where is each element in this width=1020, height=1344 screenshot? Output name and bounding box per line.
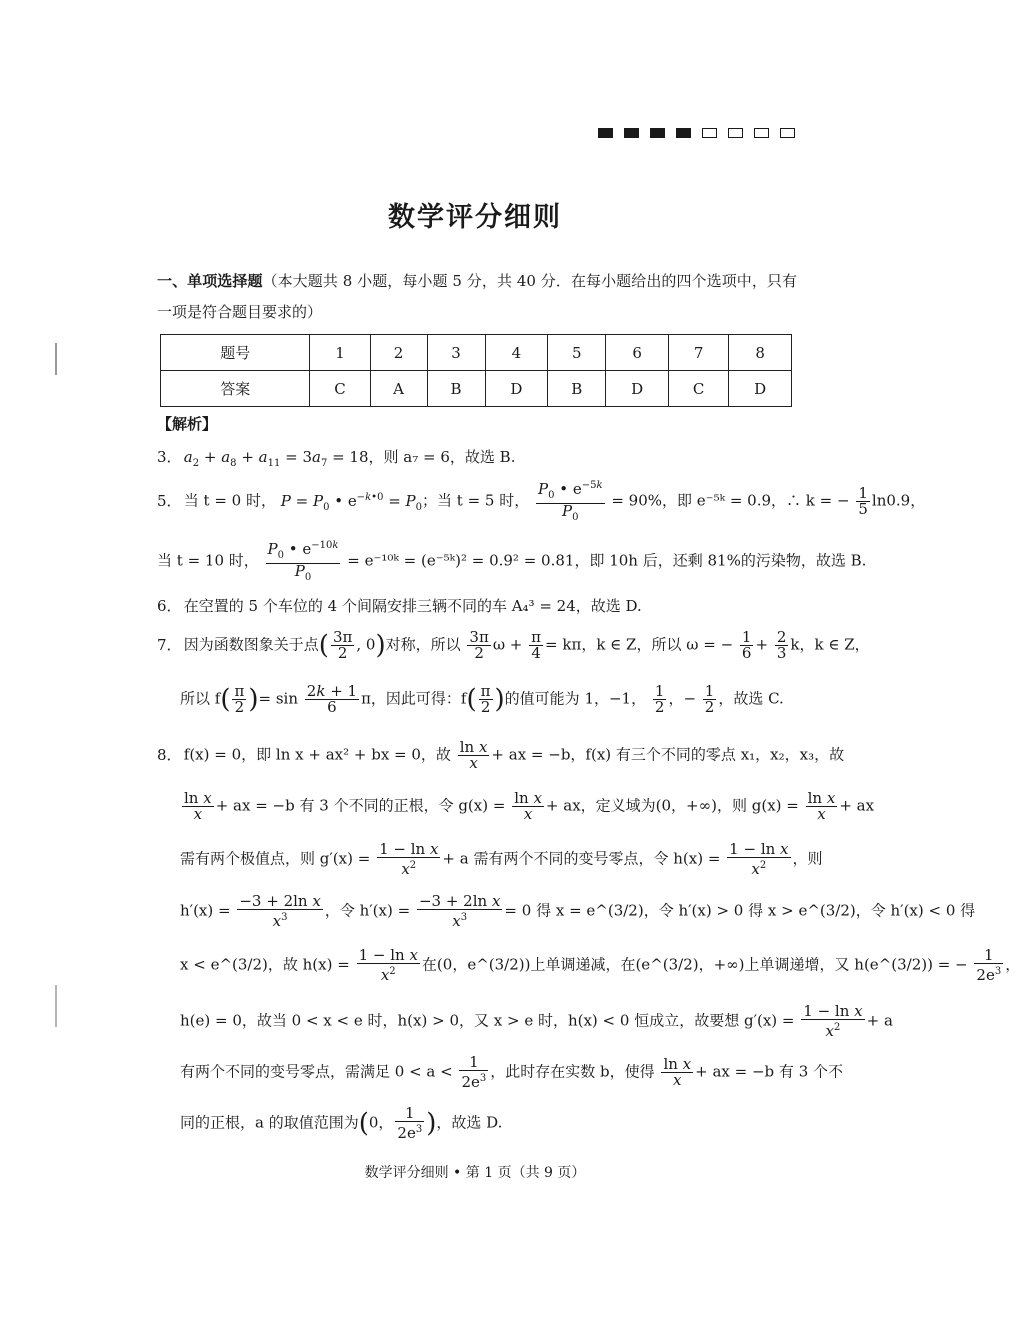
solution-text: ，令 h′(x) = bbox=[324, 901, 411, 920]
solution-text: ，故选 C. bbox=[718, 689, 784, 708]
solution-text: k，k ∈ Z， bbox=[790, 635, 870, 654]
solution-text: 对称，所以 bbox=[385, 635, 461, 654]
page-marker-squares bbox=[598, 128, 795, 138]
solution-6 bbox=[157, 595, 642, 616]
solution-8-line-8: 同的正根，a 的取值范围为(0， $\frac{1}{2e^3}$ )，故选 D. bbox=[180, 1104, 503, 1142]
row-label: 题号 bbox=[161, 335, 310, 371]
formula: $P = P_0$ • $e^{-k•0} = P_0$ bbox=[280, 491, 423, 513]
solution-8-line-6 bbox=[180, 1004, 893, 1039]
marker-empty bbox=[754, 128, 769, 138]
paren: ( bbox=[358, 1108, 369, 1139]
marker-filled bbox=[650, 128, 665, 138]
solution-text: + ax bbox=[839, 796, 875, 815]
solution-text: 同的正根，a 的取值范围为 bbox=[180, 1113, 359, 1132]
solution-text: ，此时存在实数 b，使得 bbox=[490, 1062, 655, 1081]
question-number: 8 bbox=[729, 335, 792, 371]
answer-cell: B bbox=[427, 371, 485, 407]
section-number-title: 一、单项选择题 bbox=[157, 272, 263, 290]
fraction: $\frac{\text{−3 + 2ln x}}{x^3}$ bbox=[239, 892, 321, 930]
solution-text: + ax = −b，f(x) 有三个不同的零点 x₁，x₂，x₃，故 bbox=[491, 745, 845, 764]
fraction: $\frac{1}{2e^3}$ bbox=[397, 1104, 423, 1142]
fraction: $\frac{\text{1 − ln x}}{x^2}$ bbox=[358, 946, 418, 984]
fraction: $\frac{\text{ln x}}{x}$ bbox=[184, 789, 212, 823]
solution-number: 5． bbox=[157, 491, 182, 510]
solution-number: 6． bbox=[157, 597, 182, 615]
fraction: $\frac{1}{5}$ bbox=[858, 484, 868, 518]
question-number: 4 bbox=[485, 335, 548, 371]
fraction: $\frac{1}{6}$ bbox=[741, 628, 752, 662]
paren: ( bbox=[466, 684, 477, 715]
marker-filled bbox=[598, 128, 613, 138]
solution-text: ，− bbox=[668, 689, 697, 708]
fraction: $\frac{\pi}{4}$ bbox=[531, 628, 542, 662]
section-description: （本大题共 8 小题，每小题 5 分，共 40 分．在每小题给出的四个选项中，只有一项是符合题目要求的） bbox=[157, 272, 797, 321]
fraction: $\frac{\text{ln x}}{x}$ bbox=[663, 1055, 692, 1089]
solution-8-line-5 bbox=[180, 948, 1020, 983]
fraction: $\frac{P_0 • e^{-10k}}{P_0}$ bbox=[267, 540, 339, 583]
marker-empty bbox=[728, 128, 743, 138]
solution-text: ，则 bbox=[792, 849, 823, 868]
question-number: 7 bbox=[669, 335, 729, 371]
question-number: 2 bbox=[370, 335, 427, 371]
paren: ) bbox=[426, 1108, 437, 1139]
solution-text: 当 t = 0 时， bbox=[183, 491, 276, 510]
fraction: $\frac{\text{1 − ln x}}{x^2}$ bbox=[803, 1002, 863, 1040]
fraction: $\frac{\text{1 − ln x}}{x^2}$ bbox=[729, 840, 789, 878]
answer-cell: C bbox=[310, 371, 370, 407]
solution-text: + ax = −b 有 3 个不同的正根，令 g(x) = bbox=[215, 796, 506, 815]
fraction: $\frac{\pi}{2}$ bbox=[480, 682, 491, 716]
solution-text: x < e^(3/2)，故 h(x) = bbox=[180, 955, 350, 974]
fraction: $\frac{1}{2}$ bbox=[654, 682, 665, 716]
solution-text: ，故选 D. bbox=[436, 1113, 503, 1132]
paren: ) bbox=[248, 684, 259, 715]
answer-cell: C bbox=[669, 371, 729, 407]
page-title: 数学评分细则 bbox=[388, 202, 562, 233]
solution-text: h′(x) = bbox=[180, 901, 231, 920]
solution-8-line-7 bbox=[180, 1055, 843, 1090]
table-row bbox=[161, 335, 792, 371]
paren: ) bbox=[375, 630, 386, 661]
marker-empty bbox=[780, 128, 795, 138]
solution-text: = e⁻¹⁰ᵏ = (e⁻⁵ᵏ)² = 0.9² = 0.81，即 10h 后，还剩 81%的污染物，故选 B. bbox=[347, 551, 867, 570]
solution-5-line-2 bbox=[157, 538, 866, 585]
marker-filled bbox=[624, 128, 639, 138]
solution-text: 所以 f bbox=[180, 689, 221, 708]
fraction: $\frac{\pi}{2}$ bbox=[234, 682, 245, 716]
answer-cell: D bbox=[606, 371, 669, 407]
answer-cell: D bbox=[485, 371, 548, 407]
row-label: 答案 bbox=[161, 371, 310, 407]
fraction: $\frac{1}{2e^3}$ bbox=[461, 1053, 487, 1091]
fraction: $\frac{2k + 1}{6}$ bbox=[306, 682, 358, 716]
solution-8 bbox=[157, 740, 844, 771]
section-heading bbox=[157, 266, 797, 328]
solution-text: 在(0，e^(3/2))上单调递减，在(e^(3/2)，+∞)上单调递增，又 h(e^(3/2)) = − bbox=[421, 955, 968, 974]
table-row bbox=[161, 371, 792, 407]
question-number: 5 bbox=[548, 335, 606, 371]
answer-cell: B bbox=[548, 371, 606, 407]
solution-text: ω + bbox=[492, 635, 523, 654]
solution-text: 在空置的 5 个车位的 4 个间隔安排三辆不同的车 A₄³ = 24，故选 D. bbox=[183, 597, 642, 615]
solution-8-line-2 bbox=[180, 791, 874, 822]
fraction: $\frac{3\pi}{2}$ bbox=[332, 628, 353, 662]
solution-3 bbox=[157, 446, 515, 469]
solution-text: = 0 得 x = e^(3/2)，令 h′(x) > 0 得 x > e^(3/2)，令 h′(x) < 0 得 bbox=[504, 901, 976, 920]
fraction: $\frac{\text{ln x}}{x}$ bbox=[459, 738, 488, 772]
fraction: $\frac{\text{−3 + 2ln x}}{x^3}$ bbox=[418, 892, 501, 930]
solution-number: 8． bbox=[157, 745, 182, 764]
answer-table bbox=[160, 334, 792, 407]
solution-text: ， bbox=[1005, 955, 1020, 974]
solution-text: + a 需有两个不同的变号零点，令 h(x) = bbox=[442, 849, 721, 868]
answer-cell: A bbox=[370, 371, 427, 407]
fraction: $\frac{\text{ln x}}{x}$ bbox=[514, 789, 542, 823]
solution-8-line-3 bbox=[180, 842, 823, 877]
solution-text: π，因此可得：f bbox=[361, 689, 467, 708]
solution-7-line-2 bbox=[180, 684, 784, 715]
solution-text: 需有两个极值点，则 g′(x) = bbox=[180, 849, 371, 868]
formula: $a_2 + a_8 + a_{11} = 3a_7 = 18$ bbox=[183, 448, 369, 469]
solution-8-line-4 bbox=[180, 894, 975, 929]
solution-text: 因为函数图象关于点 bbox=[183, 635, 319, 654]
solution-text: f(x) = 0，即 ln x + ax² + bx = 0，故 bbox=[183, 745, 451, 764]
question-number: 6 bbox=[606, 335, 669, 371]
scan-artifact bbox=[55, 985, 57, 1027]
solution-text: 当 t = 10 时， bbox=[157, 551, 259, 570]
solution-text: + ax = −b 有 3 个不 bbox=[695, 1062, 844, 1081]
fraction: $\frac{3\pi}{2}$ bbox=[469, 628, 489, 662]
solution-text: + bbox=[755, 635, 769, 654]
fraction: $\frac{1}{2e^3}$ bbox=[976, 946, 1002, 984]
solution-number: 7． bbox=[157, 635, 182, 654]
page-footer: 数学评分细则 • 第 1 页（共 9 页） bbox=[364, 1165, 586, 1181]
question-number: 3 bbox=[427, 335, 485, 371]
fraction: $\frac{\text{ln x}}{x}$ bbox=[807, 789, 836, 823]
solution-text: ，则 a₇ = 6，故选 B. bbox=[368, 448, 516, 466]
question-number: 1 bbox=[310, 335, 370, 371]
solution-text: 有两个不同的变号零点，需满足 0 < a < bbox=[180, 1062, 453, 1081]
solution-text: = sin bbox=[258, 689, 298, 708]
paren: ( bbox=[220, 684, 231, 715]
scan-artifact bbox=[55, 343, 57, 375]
solution-text: = kπ，k ∈ Z，所以 ω = − bbox=[545, 635, 734, 654]
answer-cell: D bbox=[729, 371, 792, 407]
solution-text: ；当 t = 5 时， bbox=[422, 491, 530, 510]
marker-filled bbox=[676, 128, 691, 138]
paren: ( bbox=[318, 630, 329, 661]
solution-text: 的值可能为 1，−1， bbox=[504, 689, 647, 708]
solution-5 bbox=[157, 478, 925, 525]
solution-number: 3． bbox=[157, 448, 182, 466]
marker-empty bbox=[702, 128, 717, 138]
solution-text: h(e) = 0，故当 0 < x < e 时，h(x) > 0，又 x > e 时，h(x) < 0 恒成立，故要想 g′(x) = bbox=[180, 1011, 795, 1030]
solution-text: + a bbox=[866, 1011, 893, 1030]
solution-text: ln0.9， bbox=[871, 491, 926, 510]
fraction: $\frac{P_0 • e^{-5k}}{P_0}$ bbox=[538, 480, 603, 523]
analysis-label: 【解析】 bbox=[157, 415, 218, 433]
fraction: $\frac{\text{1 − ln x}}{x^2}$ bbox=[379, 840, 439, 878]
fraction: $\frac{2}{3}$ bbox=[776, 628, 787, 662]
paren: ) bbox=[494, 684, 505, 715]
solution-text: + ax，定义域为(0，+∞)，则 g(x) = bbox=[545, 796, 799, 815]
solution-text: = 90%，即 e⁻⁵ᵏ = 0.9，∴ k = − bbox=[611, 491, 850, 510]
solution-7: 7． 因为函数图象关于点( $\frac{3\pi}{2}$ , 0)对称，所以 $\frac{3\pi}{2}$ ω + $\frac{\pi}{4}$ = kπ，k ∈ Z，所以 ω = − $\frac{1}{6}$ + $\frac{2}{3}$ k，k ∈ Z， bbox=[157, 628, 870, 662]
fraction: $\frac{1}{2}$ bbox=[704, 682, 715, 716]
